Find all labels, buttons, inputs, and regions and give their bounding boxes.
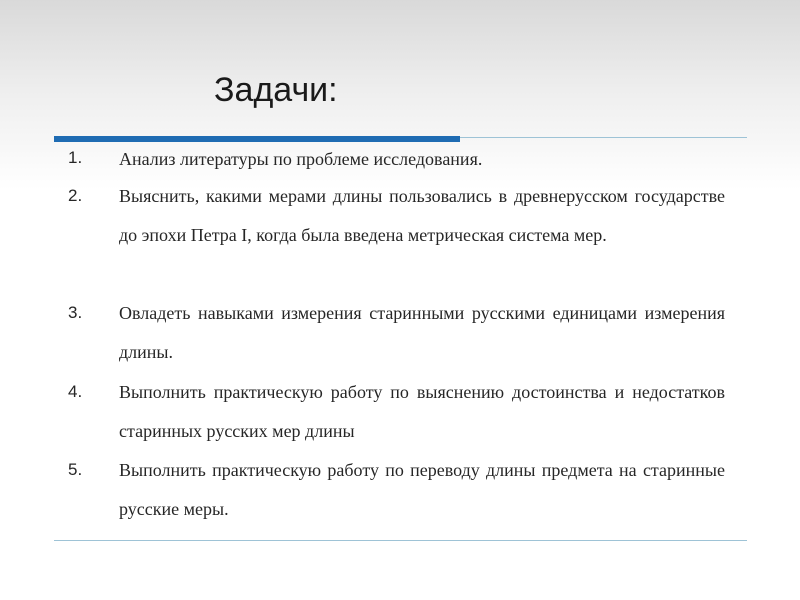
slide-title: Задачи:	[214, 71, 338, 109]
task-number: 1.	[68, 148, 83, 167]
task-number: 2.	[68, 186, 83, 205]
task-text: Овладеть навыками измерения старинными русскими единицами измерения длины.	[119, 303, 725, 362]
bottom-divider	[54, 540, 747, 541]
task-number: 3.	[68, 303, 83, 322]
task-text: Анализ литературы по проблеме исследования.	[119, 149, 483, 169]
task-number: 5.	[68, 460, 83, 479]
task-number: 4.	[68, 382, 83, 401]
task-text: Выполнить практическую работу по переводу длины предмета на старинные русские меры.	[119, 460, 725, 519]
task-text: Выяснить, какими мерами длины пользовались в древнерусском государстве до эпохи Петра I, когда была введена метрическая система мер.	[119, 186, 725, 245]
task-text: Выполнить практическую работу по выяснению достоинства и недостатков старинных русских мер длины	[119, 382, 725, 441]
